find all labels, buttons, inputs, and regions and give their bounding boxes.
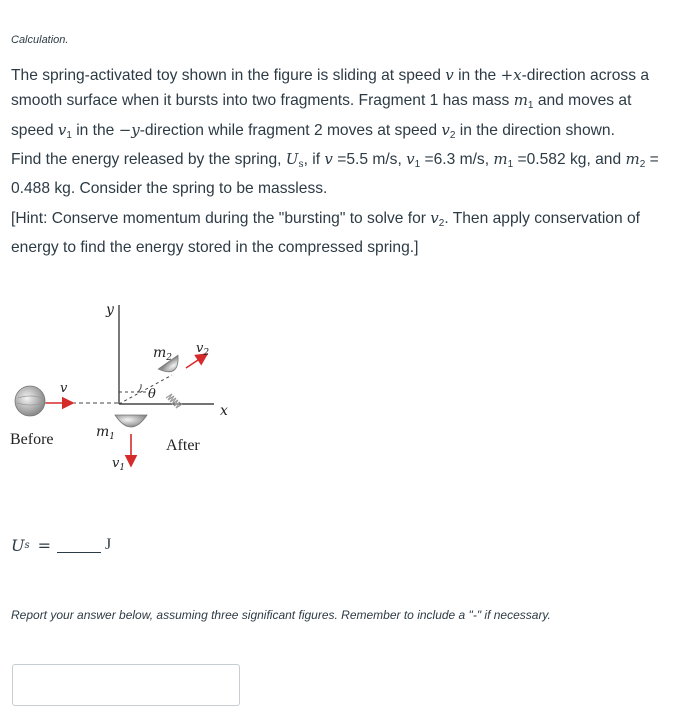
m2-label: $m_2$ (153, 345, 173, 363)
toy-before-icon (15, 386, 45, 416)
answer-row (11, 533, 111, 557)
theta-label: θ (148, 387, 156, 402)
y-axis-label: y (106, 302, 114, 318)
v-label: v (60, 381, 68, 396)
collision-figure (0, 280, 260, 480)
fragment-1-icon (115, 415, 147, 427)
after-label: After (166, 437, 200, 454)
calculation-label: Calculation. (11, 34, 69, 46)
before-label: Before (10, 431, 54, 448)
answer-blank (57, 538, 101, 553)
v2-label: $v_2$ (196, 341, 210, 358)
answer-equals: = (37, 535, 52, 555)
hint-paragraph: [Hint: Conserve momentum during the "bursting" to solve for $v_2$. Then apply conservation of energy to find the energy stored in the compressed spring.] (11, 209, 640, 256)
answer-variable: U (11, 535, 25, 555)
v1-label: $v_1$ (112, 456, 126, 473)
problem-paragraph-2: Find the energy released by the spring, $U_s$, if v =5.5 m/s, $v_1 =6.3$ m/s, $m_1 =0.582$ kg, and $m_2 = 0.488$ kg. Consider the spring to be massless. (11, 150, 659, 197)
theta-line (119, 375, 172, 404)
problem-paragraph-1: The spring-activated toy shown in the figure is sliding at speed v in the +x-direction across a smooth surface when it bursts into two fragments. Fragment 1 has mass $m_1$ and moves at speed $v_1$ in the −y-direction while fragment 2 moves at speed $v_2$ in the direction shown. (11, 66, 649, 141)
answer-input[interactable] (12, 664, 240, 706)
x-axis-label: x (220, 403, 228, 419)
answer-unit: J (105, 536, 112, 553)
m1-label: $m_1$ (96, 424, 116, 442)
spring-icon (166, 394, 182, 408)
answer-variable-sub: s (24, 539, 30, 551)
report-instructions: Report your answer below, assuming three significant figures. Remember to include a "-" if necessary. (11, 608, 551, 622)
